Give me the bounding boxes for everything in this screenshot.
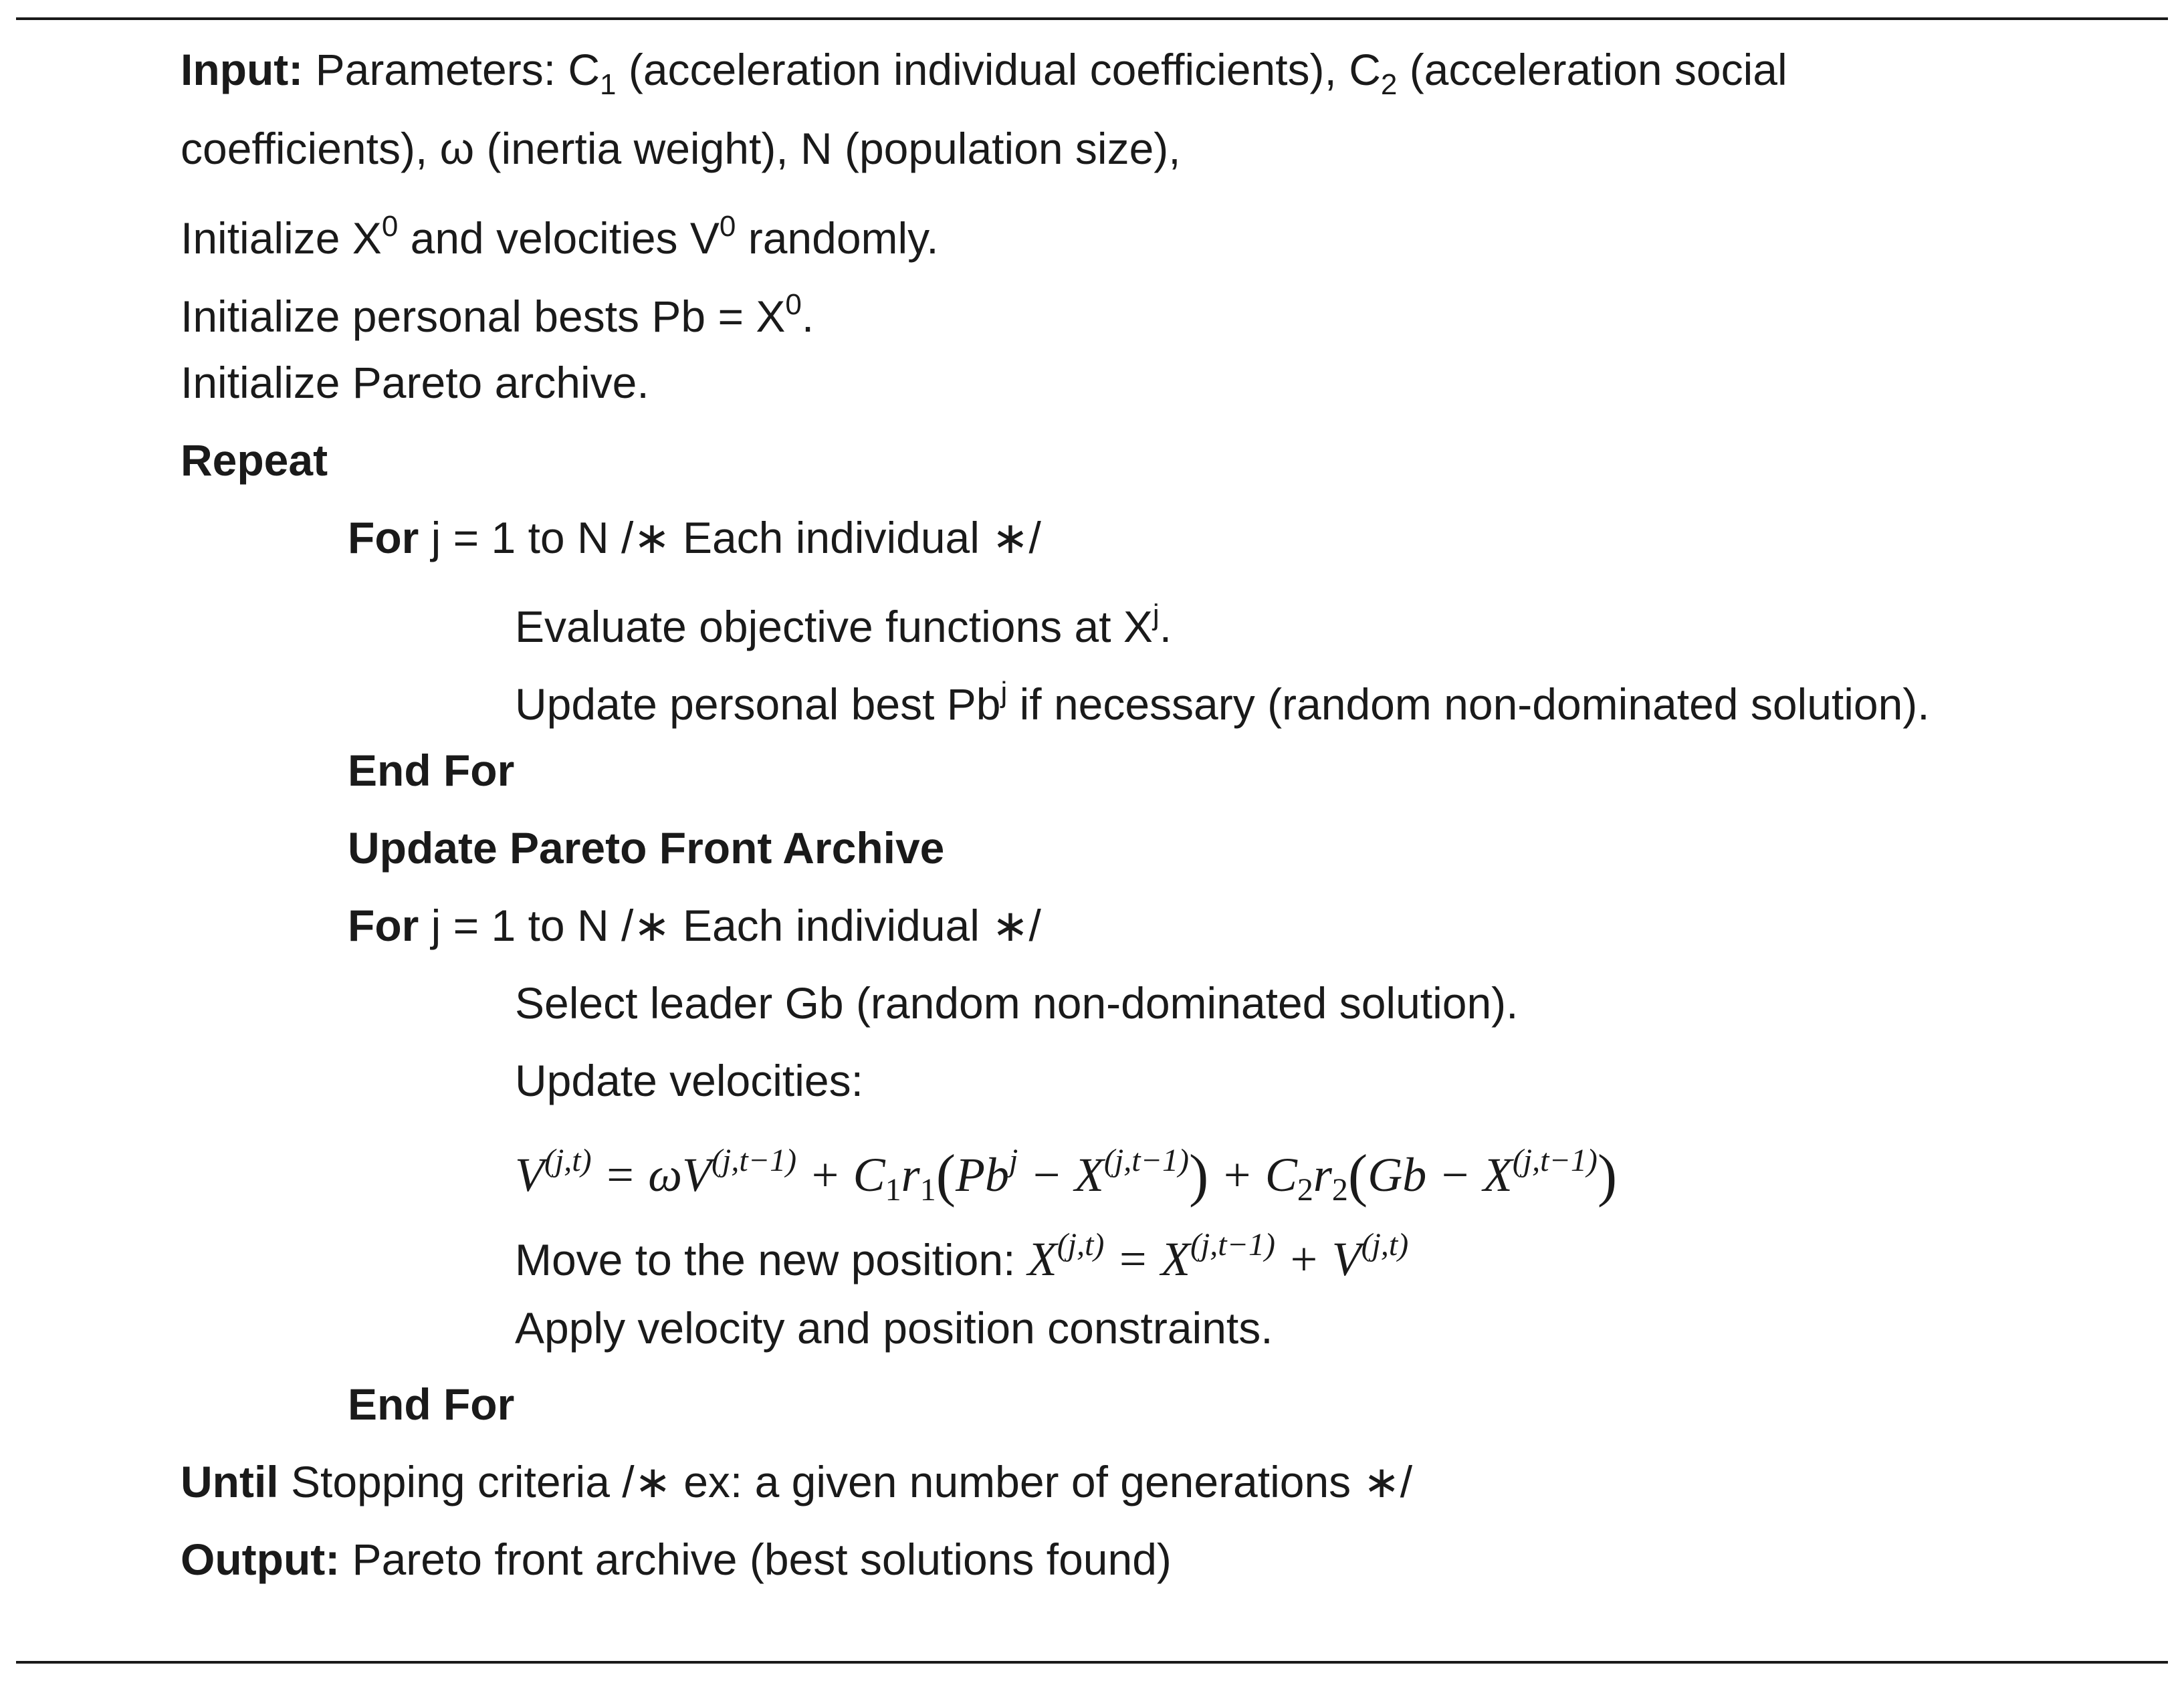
select-leader-line: Select leader Gb (random non-dominated solution). xyxy=(515,978,1519,1028)
eq-minus-x-1: − X xyxy=(1018,1148,1104,1202)
eq-c1-subscript: 1 xyxy=(885,1172,901,1208)
output-line xyxy=(181,1533,1172,1586)
eq-r2-subscript: 2 xyxy=(1331,1172,1348,1208)
init-x-line xyxy=(181,200,939,265)
v0-superscript: 0 xyxy=(719,210,736,243)
eq-pb-superscript: j xyxy=(1009,1143,1018,1178)
eq-omega-term: = ωV xyxy=(591,1148,712,1202)
eq-c2: + C xyxy=(1208,1148,1297,1202)
eq-v: V xyxy=(515,1148,544,1202)
x0-superscript: 0 xyxy=(381,210,399,243)
eq-open-paren-2: ( xyxy=(1347,1143,1368,1208)
input-continuation: coefficients), ω (inertia weight), N (population size), xyxy=(181,124,1181,173)
update-archive-line: Update Pareto Front Archive xyxy=(348,823,945,873)
eq-r2: r xyxy=(1313,1148,1332,1202)
input-label: Input: xyxy=(181,45,304,94)
update-pb-text-b: if necessary (random non-dominated solution). xyxy=(1007,679,1930,729)
eq-close-paren-1: ) xyxy=(1188,1143,1209,1208)
eq-x-prev-superscript-2: (j,t−1) xyxy=(1512,1143,1598,1178)
init-pb-line xyxy=(181,278,814,343)
eq-v-prev-superscript: (j,t−1) xyxy=(712,1143,797,1178)
evaluate-end: . xyxy=(1159,602,1172,651)
input-text-c: (acceleration social xyxy=(1397,45,1787,94)
input-text-a: Parameters: C xyxy=(303,45,600,94)
for-loop-1-text: j = 1 to N /∗ Each individual ∗/ xyxy=(419,513,1041,562)
move-eq-x-prev: = X xyxy=(1104,1232,1190,1286)
eq-c1: + C xyxy=(796,1148,885,1202)
velocity-equation xyxy=(515,1134,1617,1217)
init-pb-text-a: Initialize personal bests Pb = X xyxy=(181,292,786,341)
output-keyword: Output: xyxy=(181,1535,340,1584)
for-loop-2-text: j = 1 to N /∗ Each individual ∗/ xyxy=(419,901,1041,950)
move-text: Move to the new position: xyxy=(515,1235,1028,1284)
until-text: Stopping criteria /∗ ex: a given number of generations ∗/ xyxy=(278,1457,1413,1506)
input-line xyxy=(181,43,1787,112)
move-x: X xyxy=(1027,1232,1057,1286)
update-pb-text-a: Update personal best Pb xyxy=(515,679,1001,729)
for-keyword-2: For xyxy=(348,901,419,950)
init-x-text-a: Initialize X xyxy=(181,213,382,263)
update-pb-line xyxy=(515,666,1930,731)
eq-pb: Pb xyxy=(956,1148,1009,1202)
init-x-text-b: and velocities V xyxy=(398,213,720,263)
end-for-1: End For xyxy=(348,746,515,795)
bottom-rule xyxy=(16,1661,2168,1664)
eq-r1: r xyxy=(901,1148,920,1202)
move-position-line xyxy=(515,1218,1408,1286)
until-line xyxy=(181,1455,1412,1508)
apply-constraints-line: Apply velocity and position constraints. xyxy=(515,1303,1273,1353)
input-text-b: (acceleration individual coefficients), C xyxy=(616,45,1381,94)
c1-subscript: 1 xyxy=(600,68,617,101)
c2-subscript: 2 xyxy=(1380,68,1398,101)
eq-r1-subscript: 1 xyxy=(919,1172,936,1208)
eq-v-superscript: (j,t) xyxy=(544,1143,592,1178)
eq-x-prev-superscript-1: (j,t−1) xyxy=(1103,1143,1189,1178)
until-keyword: Until xyxy=(181,1457,279,1506)
evaluate-text: Evaluate objective functions at X xyxy=(515,602,1153,651)
init-archive-line: Initialize Pareto archive. xyxy=(181,358,649,407)
pbj-superscript: j xyxy=(1000,676,1008,709)
eq-close-paren-2: ) xyxy=(1597,1143,1618,1208)
eq-c2-subscript: 2 xyxy=(1297,1172,1313,1208)
eq-minus-x-2: − X xyxy=(1426,1148,1513,1202)
top-rule xyxy=(16,17,2168,20)
move-plus-v: + V xyxy=(1275,1232,1361,1286)
init-pb-text-b: . xyxy=(801,292,814,341)
for-loop-1 xyxy=(348,511,1041,564)
init-x-text-c: randomly. xyxy=(736,213,939,263)
xj-superscript: j xyxy=(1152,598,1160,631)
end-for-2: End For xyxy=(348,1379,515,1429)
repeat-keyword: Repeat xyxy=(181,435,328,485)
pb-x0-superscript: 0 xyxy=(785,288,802,321)
update-velocities-line: Update velocities: xyxy=(515,1056,863,1105)
for-keyword-1: For xyxy=(348,513,419,562)
evaluate-line xyxy=(515,588,1172,653)
eq-gb: Gb xyxy=(1368,1148,1427,1202)
for-loop-2 xyxy=(348,899,1041,952)
move-v-superscript: (j,t) xyxy=(1361,1227,1409,1262)
move-equation xyxy=(1027,1227,1409,1286)
output-text: Pareto front archive (best solutions found) xyxy=(340,1535,1172,1584)
eq-open-paren-1: ( xyxy=(936,1143,956,1208)
move-x-superscript: (j,t) xyxy=(1057,1227,1105,1262)
move-x-prev-superscript: (j,t−1) xyxy=(1190,1227,1276,1262)
